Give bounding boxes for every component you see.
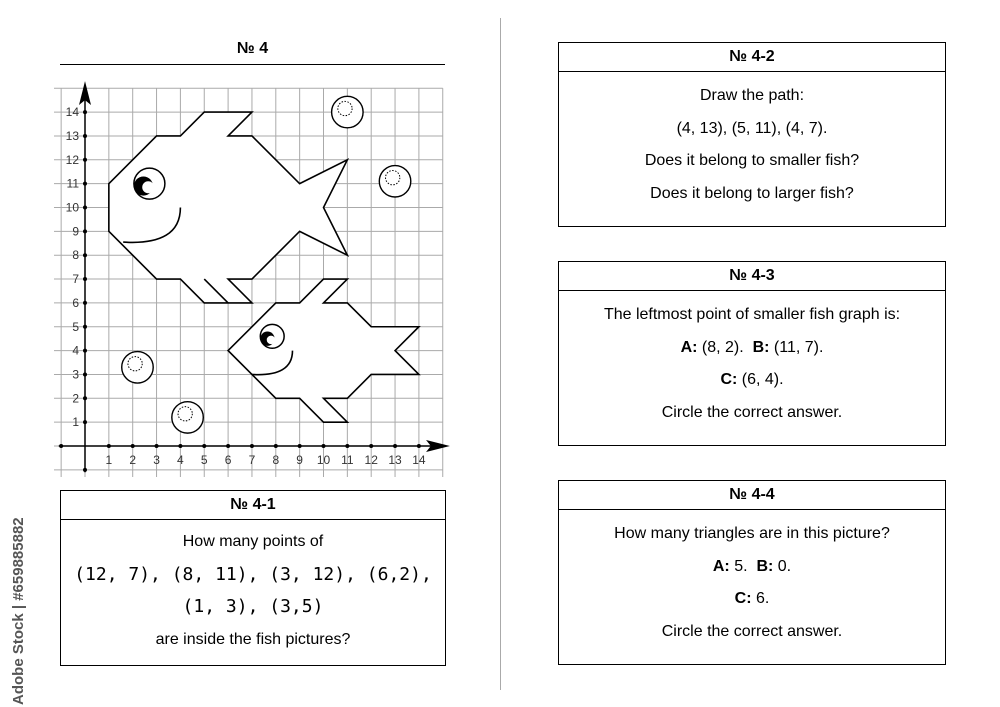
x-tick [345,444,349,448]
x-tick [393,444,397,448]
x-tick-label: 6 [224,453,232,467]
x-tick [107,444,111,448]
task-4-4 [558,480,946,665]
x-tick [131,444,135,448]
y-tick [83,468,87,472]
point-list: (12, 7), (8, 11), (3, 12), (6,2), [74,563,432,585]
task-text: The leftmost point of smaller fish graph is: [603,306,901,323]
task-text: How many points of [182,533,324,550]
x-tick-label: 3 [153,453,160,467]
large-fish-eye-highlight [142,181,154,193]
bubble-icon [122,352,153,383]
y-tick [83,420,87,424]
option-a-value: 5. [729,557,757,575]
x-tick-label: 8 [272,453,280,467]
y-tick-label: 9 [72,224,79,239]
answer-options-ab [559,332,945,365]
watermark: Adobe Stock | #659885882 [10,517,27,705]
bubble-icon [379,166,410,197]
answer-option-c [559,364,945,397]
task-text: Draw the path: [699,87,805,104]
x-tick-label: 5 [200,453,208,467]
y-tick-label: 10 [65,200,79,215]
task-header: № 4-2 [559,43,945,72]
y-tick-label: 11 [66,176,79,191]
y-tick [83,325,87,329]
task-text: Circle the correct answer. [661,403,843,421]
option-c-value: 6. [751,590,770,607]
y-tick [83,110,87,114]
task-text: Does it belong to larger fish? [650,184,854,202]
large-fish [109,112,348,303]
y-tick-label: 5 [72,319,79,334]
y-tick [83,206,87,210]
x-tick [202,444,206,448]
y-tick [83,372,87,376]
x-tick [417,444,421,448]
x-tick-label: 13 [388,453,402,467]
y-tick [83,349,87,353]
task-header: № 4-3 [559,262,945,291]
x-tick [274,444,278,448]
task-4-1 [60,490,446,666]
option-c-label: C: [734,590,752,607]
task-header: № 4-1 [61,491,445,520]
option-b-label: B: [756,557,774,575]
task-4-3 [558,261,946,446]
small-fish-eye-highlight [267,336,276,345]
x-tick-label: 1 [105,453,113,467]
y-tick [83,134,87,138]
y-tick-label: 1 [72,415,79,430]
x-tick [178,444,182,448]
x-tick [250,444,254,448]
x-tick [155,444,159,448]
y-tick-label: 8 [72,248,79,263]
y-tick-label: 12 [65,152,79,167]
option-a-value: (8, 2). [697,338,753,356]
x-tick-label: 10 [316,453,331,467]
x-tick [226,444,230,448]
x-tick [298,444,302,448]
x-tick-label: 9 [296,453,303,467]
y-tick [83,229,87,233]
y-tick [83,182,87,186]
answer-option-c [559,583,945,616]
x-tick-label: 11 [341,453,354,467]
y-tick-label: 14 [65,105,79,120]
bubble-icon [332,96,363,127]
option-c-value: (6, 4). [737,371,784,388]
option-a-label: A: [680,338,698,356]
option-b-value: (11, 7). [769,338,824,356]
x-tick-label: 12 [364,453,378,467]
y-tick-label: 2 [72,391,79,406]
y-tick [83,396,87,400]
y-tick [83,301,87,305]
option-c-label: C: [720,371,738,388]
point-list: (1, 3), (3,5) [182,596,324,617]
y-tick [83,253,87,257]
coordinate-grid [0,0,460,490]
task-4-2 [558,42,946,227]
y-tick-label: 13 [65,128,79,143]
page-divider [500,18,501,690]
y-tick-label: 4 [72,343,79,358]
option-b-label: B: [752,338,770,356]
option-b-value: 0. [773,557,792,575]
y-tick-label: 3 [72,367,79,382]
x-tick [369,444,373,448]
task-text: are inside the fish pictures? [155,630,351,648]
x-tick [322,444,326,448]
option-a-label: A: [712,557,730,575]
x-tick [59,444,63,448]
y-tick [83,158,87,162]
y-tick [83,277,87,281]
task-text: Circle the correct answer. [661,622,843,640]
bubble-icon [172,402,203,433]
task-text: Does it belong to smaller fish? [644,152,860,169]
y-tick-label: 6 [72,295,79,310]
y-tick-label: 7 [72,272,79,287]
task-text: (4, 13), (5, 11), (4, 7). [676,119,828,137]
x-tick-label: 2 [129,453,137,467]
task-header: № 4-4 [559,481,945,510]
x-tick-label: 14 [412,453,426,467]
task-text: How many triangles are in this picture? [614,525,890,542]
x-tick-label: 4 [177,453,184,467]
answer-options-ab [559,551,945,584]
x-tick-label: 7 [248,453,256,467]
small-fish [228,279,419,422]
worksheet-title: № 4 [236,40,269,57]
